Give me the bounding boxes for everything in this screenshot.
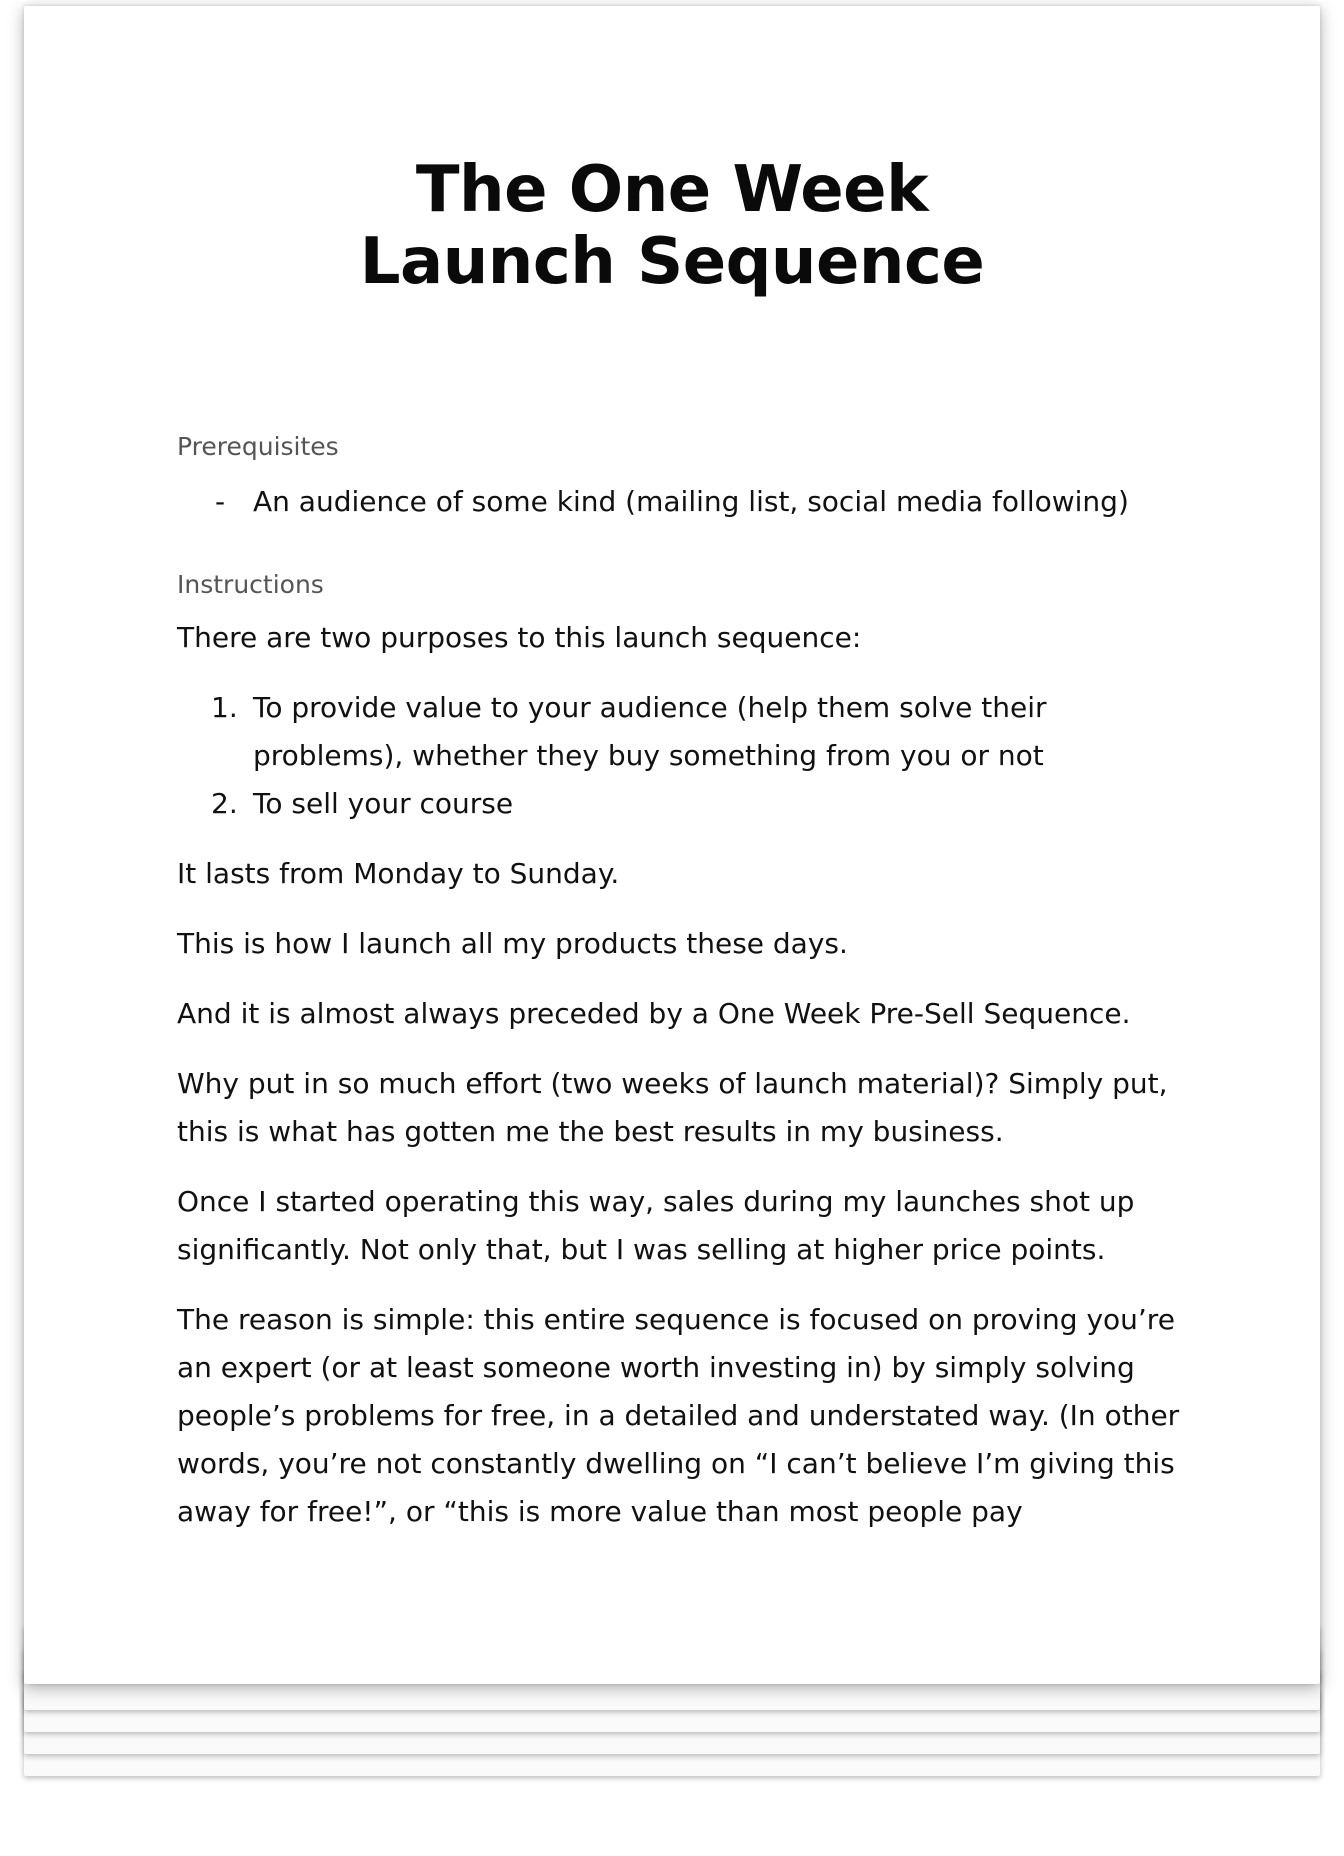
prerequisites-list — [177, 478, 1187, 526]
paragraph: And it is almost always preceded by a One Week Pre-Sell Sequence. — [177, 997, 1131, 1030]
prerequisites-label: Prerequisites — [177, 432, 339, 461]
title-line-1: The One Week — [415, 153, 929, 227]
purpose-text: To provide value to your audience (help them solve their problems), whether they buy something from you or not — [253, 691, 1047, 772]
list-item — [177, 478, 1187, 526]
purpose-text: To sell your course — [253, 787, 514, 820]
paragraph: Why put in so much effort (two weeks of launch material)? Simply put, this is what has gotten me the best results in my business. — [177, 1067, 1168, 1148]
document-title — [24, 154, 1320, 298]
instructions-label: Instructions — [177, 570, 324, 599]
prerequisite-text: An audience of some kind (mailing list, social media following) — [253, 485, 1129, 518]
dash-bullet: - — [215, 485, 226, 518]
list-number: 2. — [211, 787, 238, 820]
paragraph: The reason is simple: this entire sequence is focused on proving you’re an expert (or at least someone worth investing in) by simply solving people’s problems for free, in a detailed and understated way. (In other words, you’re not constantly dwelling on “I can’t believe I’m giving this away for free!”, or “this is more value than most people pay — [177, 1303, 1180, 1528]
list-item — [177, 684, 1187, 780]
instructions-intro: There are two purposes to this launch sequence: — [177, 621, 862, 654]
list-item — [177, 780, 1187, 828]
document-body — [177, 430, 1187, 1536]
list-number: 1. — [211, 691, 238, 724]
document-page — [24, 6, 1320, 1684]
purposes-list — [177, 684, 1187, 828]
title-line-2: Launch Sequence — [359, 225, 985, 299]
paragraph: This is how I launch all my products these days. — [177, 927, 848, 960]
paragraph: Once I started operating this way, sales during my launches shot up significantly. Not only that, but I was selling at higher price points. — [177, 1185, 1135, 1266]
paragraph: It lasts from Monday to Sunday. — [177, 857, 620, 890]
